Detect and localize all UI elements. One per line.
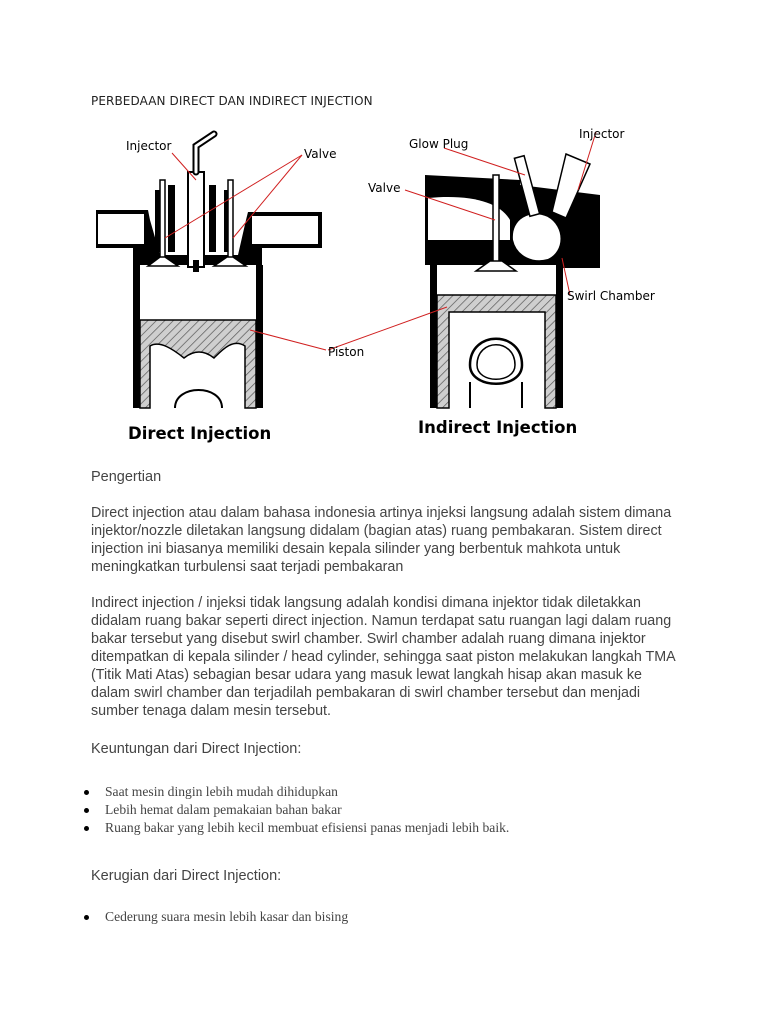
label-piston: Piston — [328, 345, 365, 359]
heading-kerugian: Kerugian dari Direct Injection: — [91, 868, 282, 884]
list-item: Ruang bakar yang lebih kecil membuat efisiensi panas menjadi lebih baik. — [0, 819, 509, 837]
list-item: Lebih hemat dalam pemakaian bahan bakar — [0, 801, 509, 819]
list-item: Cederung suara mesin lebih kasar dan bising — [0, 908, 348, 926]
heading-pengertian: Pengertian — [91, 469, 162, 485]
document-title: PERBEDAAN DIRECT DAN INDIRECT INJECTION — [91, 94, 373, 108]
indirect-injection-engine — [425, 154, 600, 408]
direct-injection-engine — [96, 134, 322, 408]
keuntungan-list — [0, 783, 509, 837]
injection-diagram — [0, 120, 768, 455]
caption-direct-injection: Direct Injection — [128, 424, 272, 443]
paragraph-direct-injection: Direct injection atau dalam bahasa indonesia artinya injeksi langsung adalah sistem dimana injektor/nozzle diletakan langsung didalam (bagian atas) ruang pembakaran. Sistem direct injection ini biasanya memiliki desain kepala silinder yang berbentuk mahkota untuk meningkatkan turbulensi saat terjadi pembakaran — [91, 505, 672, 575]
label-valve-direct: Valve — [304, 147, 337, 161]
label-swirl-chamber: Swirl Chamber — [567, 289, 655, 303]
caption-indirect-injection: Indirect Injection — [418, 418, 578, 437]
label-injector-direct: Injector — [126, 139, 172, 153]
paragraph-indirect-injection: Indirect injection / injeksi tidak langsung adalah kondisi dimana injektor tidak diletakkan didalam ruang bakar seperti direct injection. Namun terdapat satu ruangan lagi dalam ruang bakar tersebut yang disebut swirl chamber. Swirl chamber adalah ruang dimana injektor ditempatkan di kepala silinder / head cylinder, sehingga saat piston melakukan langkah TMA (Titik Mati Atas) sebagian besar udara yang masuk lewat langkah hisap akan masuk ke dalam swirl chamber dan terjadilah pembakaran di swirl chamber tersebut dan menjadi sumber tenaga dalam mesin tersebut. — [91, 595, 675, 719]
heading-keuntungan: Keuntungan dari Direct Injection: — [91, 741, 302, 757]
kerugian-list — [0, 908, 348, 926]
label-injector-indirect: Injector — [579, 127, 625, 141]
label-glow-plug: Glow Plug — [409, 137, 469, 151]
list-item: Saat mesin dingin lebih mudah dihidupkan — [0, 783, 509, 801]
label-valve-indirect: Valve — [368, 181, 401, 195]
